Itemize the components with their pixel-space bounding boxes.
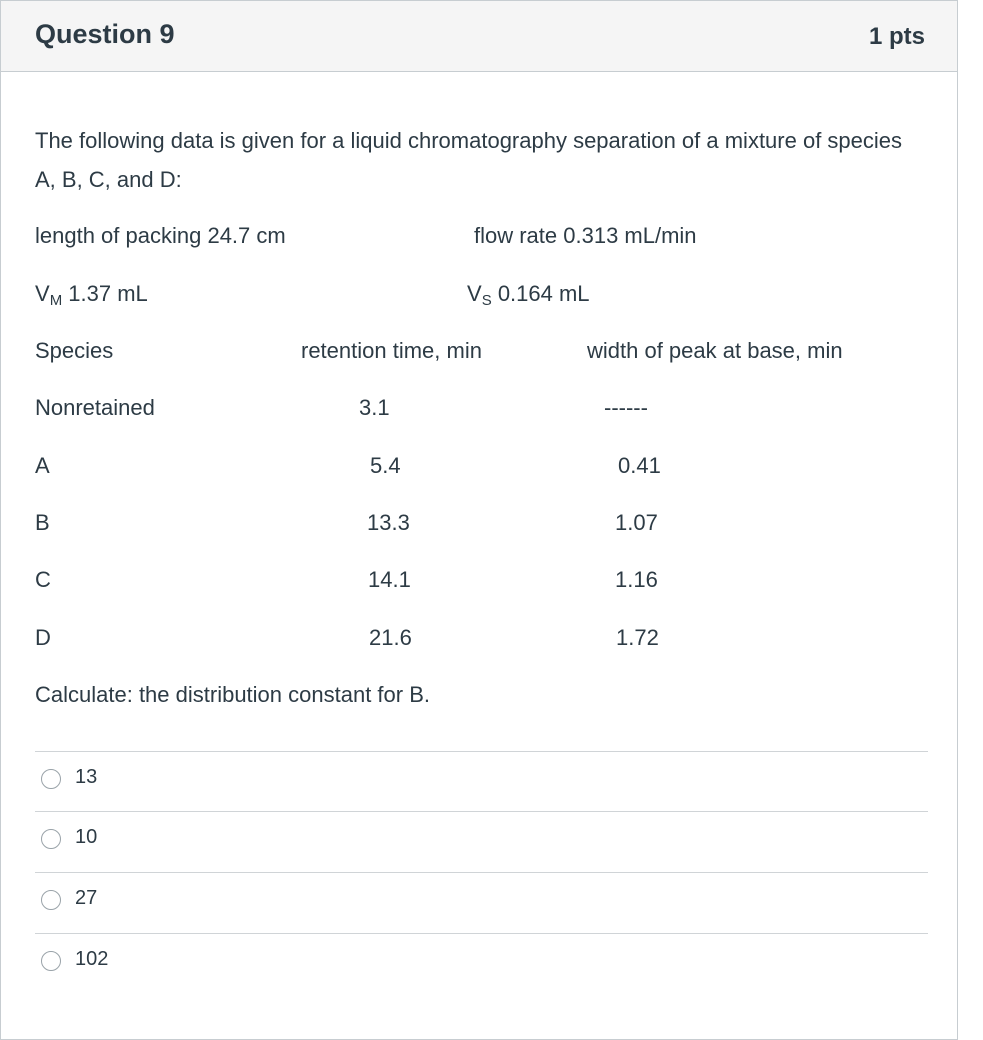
table-cell-width: 0.41 (618, 453, 661, 478)
vs-amount: 0.164 mL (491, 281, 590, 306)
table-cell-species: C (35, 567, 51, 592)
table-cell-species: B (35, 510, 50, 535)
table-header-species: Species (35, 338, 114, 363)
table-cell-retention: 13.3 (367, 510, 410, 535)
answer-label[interactable]: 27 (75, 887, 98, 909)
table-cell-width: 1.72 (616, 625, 659, 650)
table-cell-species: D (35, 625, 51, 650)
table-cell-retention: 3.1 (359, 395, 390, 420)
vm-symbol: V (35, 281, 50, 306)
vm-subscript: M (49, 292, 63, 309)
table-cell-species: A (35, 453, 50, 478)
table-cell-retention: 21.6 (369, 625, 412, 650)
answer-option[interactable] (35, 933, 928, 993)
table-cell-retention: 14.1 (368, 567, 411, 592)
radio-button[interactable] (41, 829, 61, 849)
table-header-width: width of peak at base, min (587, 338, 843, 363)
radio-button[interactable] (41, 769, 61, 789)
answer-label[interactable]: 13 (75, 766, 98, 788)
question-title: Question 9 (35, 19, 175, 49)
vm-amount: 1.37 mL (62, 281, 148, 306)
radio-button[interactable] (41, 890, 61, 910)
question-points: 1 pts (868, 23, 925, 50)
question-prompt: Calculate: the distribution constant for B. (35, 682, 430, 707)
answer-option[interactable] (35, 751, 928, 811)
answer-label[interactable]: 102 (75, 948, 109, 970)
table-cell-width: 1.16 (615, 567, 658, 592)
packing-length: length of packing 24.7 cm (35, 223, 286, 248)
table-cell-width: 1.07 (615, 510, 658, 535)
vs-value (467, 281, 590, 307)
question-header (1, 1, 957, 72)
radio-button[interactable] (41, 951, 61, 971)
table-header-retention: retention time, min (301, 338, 482, 363)
flow-rate: flow rate 0.313 mL/min (474, 223, 697, 248)
vm-value (35, 281, 148, 307)
table-cell-species: Nonretained (35, 395, 155, 420)
answer-option[interactable] (35, 872, 928, 932)
vs-symbol: V (467, 281, 482, 306)
vs-subscript: S (481, 292, 492, 309)
table-cell-width: ------ (604, 395, 648, 420)
table-cell-retention: 5.4 (370, 453, 401, 478)
question-intro: The following data is given for a liquid chromatography separation of a mixture of species A, B, C, and D: (35, 128, 903, 192)
answer-option[interactable] (35, 811, 928, 871)
answer-label[interactable]: 10 (75, 826, 98, 848)
